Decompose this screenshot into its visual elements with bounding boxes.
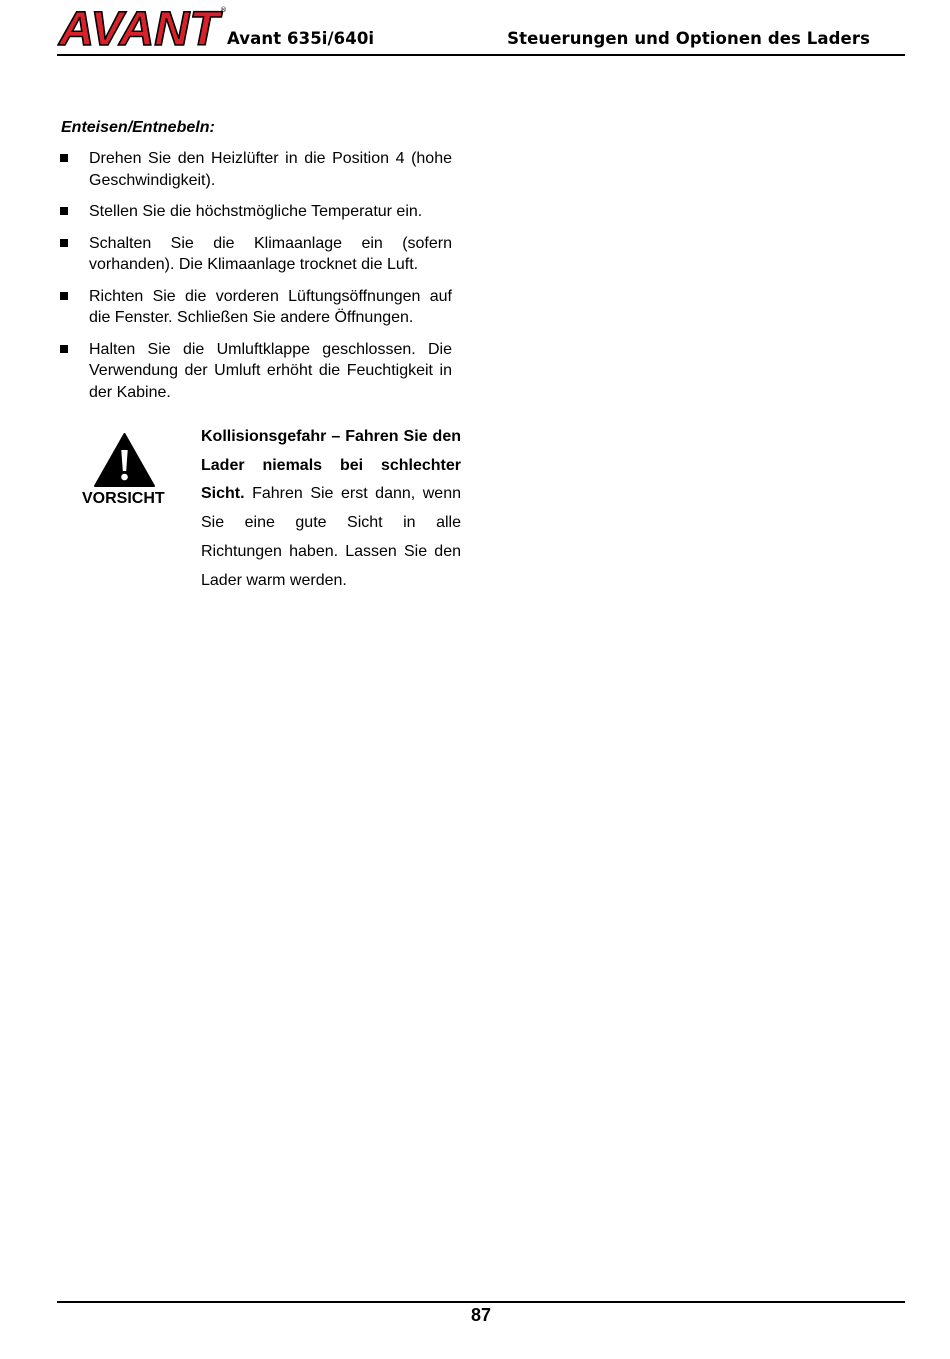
- registered-mark: ®: [220, 6, 227, 14]
- warning-text: [201, 423, 461, 595]
- warning-label: VORSICHT: [82, 490, 165, 507]
- logo-text: AVANT: [57, 6, 223, 50]
- list-item: [60, 233, 452, 276]
- list-item-text: Schalten Sie die Klimaanlage ein (sofern vorhanden). Die Klimaanlage trocknet die Luft.: [89, 234, 452, 273]
- square-bullet-icon: [60, 239, 68, 247]
- bullet-list: [60, 148, 452, 413]
- list-item: [60, 286, 452, 329]
- square-bullet-icon: [60, 345, 68, 353]
- model-name: Avant 635i/640i: [227, 29, 375, 48]
- list-item-text: Stellen Sie die höchstmögliche Temperatur ein.: [89, 203, 423, 220]
- warning-bold-text: Kollisionsgefahr – Fahren Sie den Lader niemals bei schlechter Sicht.: [201, 428, 461, 503]
- list-item-text: Halten Sie die Umluftklappe geschlossen. Die Verwendung der Umluft erhöht die Feuchtigkeit in der Kabine.: [89, 340, 452, 401]
- footer-divider: [57, 1301, 905, 1303]
- square-bullet-icon: [60, 154, 68, 162]
- section-title: Steuerungen und Optionen des Laders: [507, 29, 870, 48]
- list-item: [60, 201, 452, 223]
- warning-triangle-icon: [93, 432, 156, 488]
- list-item: [60, 148, 452, 191]
- square-bullet-icon: [60, 292, 68, 300]
- list-item-text: Richten Sie die vorderen Lüftungsöffnungen auf die Fenster. Schließen Sie andere Öffnungen.: [89, 287, 452, 326]
- page-header: [57, 0, 905, 56]
- square-bullet-icon: [60, 207, 68, 215]
- list-item: [60, 339, 452, 404]
- page-number: 87: [470, 1305, 492, 1325]
- avant-logo: [57, 6, 225, 50]
- warning-body-text: Fahren Sie erst dann, wenn Sie eine gute Sicht in alle Richtungen haben. Lassen Sie den Lader warm werden.: [201, 485, 461, 589]
- list-item-text: Drehen Sie den Heizlüfter in die Position 4 (hohe Geschwindigkeit).: [89, 150, 452, 189]
- subheading: Enteisen/Entnebeln:: [61, 119, 215, 136]
